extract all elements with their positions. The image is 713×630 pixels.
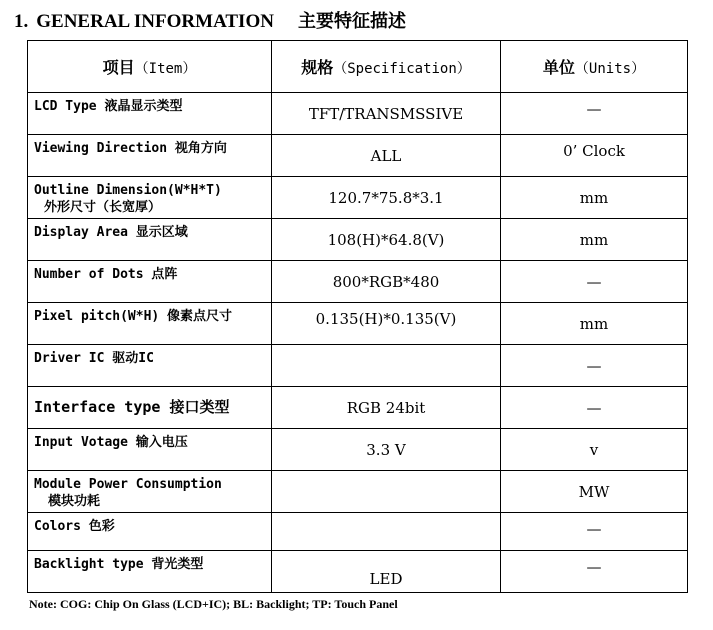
- row-item: Display Area 显示区域: [28, 219, 272, 261]
- section-title-chinese: 主要特征描述: [297, 11, 406, 32]
- table-header-row: [28, 41, 688, 93]
- row-unit: mm: [501, 177, 688, 219]
- header-specification: 规格（Specification）: [272, 41, 501, 93]
- row-unit: —: [501, 93, 688, 135]
- row-item: Driver IC 驱动IC: [28, 345, 272, 387]
- table-row: [28, 219, 688, 261]
- row-spec: [272, 471, 501, 513]
- table-row: [28, 135, 688, 177]
- row-spec: LED: [272, 551, 501, 593]
- row-spec: [272, 513, 501, 551]
- row-item: Input Votage 输入电压: [28, 429, 272, 471]
- row-item: Viewing Direction 视角方向: [28, 135, 272, 177]
- section-number: 1.: [14, 11, 29, 32]
- general-information-table: [27, 40, 688, 593]
- row-spec: 120.7*75.8*3.1: [272, 177, 501, 219]
- row-unit: —: [501, 551, 688, 593]
- table-row: [28, 177, 688, 219]
- row-spec: 108(H)*64.8(V): [272, 219, 501, 261]
- row-unit: —: [501, 261, 688, 303]
- row-unit: mm: [501, 219, 688, 261]
- table-row: [28, 551, 688, 593]
- header-units: 单位（Units）: [501, 41, 688, 93]
- row-item: LCD Type 液晶显示类型: [28, 93, 272, 135]
- row-unit: mm: [501, 303, 688, 345]
- row-item: Module Power Consumption 模块功耗: [28, 471, 272, 513]
- row-item: Colors 色彩: [28, 513, 272, 551]
- table-row: [28, 303, 688, 345]
- row-unit: 0’ Clock: [501, 135, 688, 177]
- row-item: Interface type 接口类型: [28, 387, 272, 429]
- row-item: Number of Dots 点阵: [28, 261, 272, 303]
- row-spec: TFT/TRANSMSSIVE: [272, 93, 501, 135]
- row-spec: [272, 345, 501, 387]
- row-unit: —: [501, 513, 688, 551]
- table-row: [28, 387, 688, 429]
- row-spec: 800*RGB*480: [272, 261, 501, 303]
- row-spec: RGB 24bit: [272, 387, 501, 429]
- row-unit: —: [501, 387, 688, 429]
- table-row: [28, 513, 688, 551]
- row-item: Outline Dimension(W*H*T) 外形尺寸（长宽厚）: [28, 177, 272, 219]
- section-title: [14, 7, 406, 33]
- row-item: Backlight type 背光类型: [28, 551, 272, 593]
- header-item: 项目（Item）: [28, 41, 272, 93]
- row-unit: v: [501, 429, 688, 471]
- row-unit: —: [501, 345, 688, 387]
- table-row: [28, 345, 688, 387]
- table-note: Note: COG: Chip On Glass (LCD+IC); BL: Backlight; TP: Touch Panel: [29, 597, 398, 611]
- row-unit: MW: [501, 471, 688, 513]
- table-row: [28, 261, 688, 303]
- table-row: [28, 93, 688, 135]
- section-title-english: GENERAL INFORMATION: [36, 11, 274, 32]
- row-spec: ALL: [272, 135, 501, 177]
- table-row: [28, 471, 688, 513]
- row-spec: 3.3 V: [272, 429, 501, 471]
- row-item: Pixel pitch(W*H) 像素点尺寸: [28, 303, 272, 345]
- table-row: [28, 429, 688, 471]
- row-spec: 0.135(H)*0.135(V): [272, 303, 501, 345]
